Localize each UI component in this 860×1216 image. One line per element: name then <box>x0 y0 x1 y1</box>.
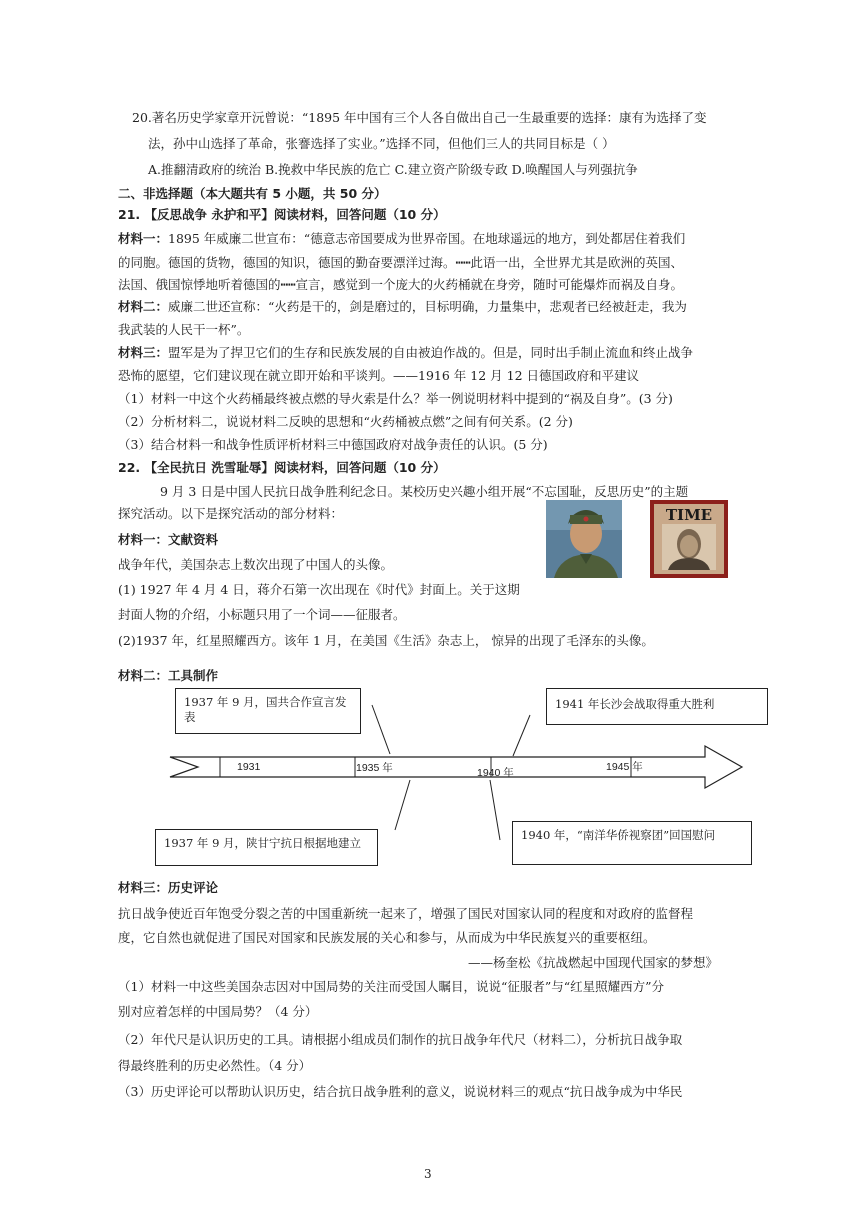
q22-intro-line2: 探究活动。以下是探究活动的部分材料： <box>118 506 344 521</box>
q22-title: 22. 【全民抗日 洗雪耻辱】阅读材料，回答问题（10 分） <box>118 460 446 475</box>
tick-label-1935: 1935 年 <box>356 762 393 774</box>
q22-subquestion-2-line1: （2）年代尺是认识历史的工具。请根据小组成员们制作的抗日战争年代尺（材料二），分析抗日战争取 <box>118 1032 683 1047</box>
q22-material3-line2: 度，它自然也就促进了国民对国家和民族发展的关心和参与，从而成为中华民族复兴的重要枢纽。 <box>118 930 656 945</box>
q22-material1-line1: 战争年代，美国杂志上数次出现了中国人的头像。 <box>118 557 394 572</box>
time-magazine-cover-photo <box>650 500 728 578</box>
connector-top-left <box>372 705 390 754</box>
q20-stem-line2: 法，孙中山选择了革命，张謇选择了实业。”选择不同，但他们三人的共同目标是（ ） <box>148 136 615 151</box>
connector-top-right <box>513 715 530 756</box>
tick-label-1945: 1945 年 <box>606 761 643 773</box>
q21-material3-line2: 恐怖的愿望，它们建议现在就立即开始和平谈判。——1916 年 12 月 12 日德国政府和平建议 <box>118 368 639 383</box>
q22-material1-line3: 封面人物的介绍，小标题只用了一个词——征服者。 <box>118 607 406 622</box>
q21-material3-label: 材料三： <box>118 345 169 360</box>
q20-stem-line1: 20.著名历史学家章开沅曾说：“1895 年中国有三个人各自做出自己一生最重要的选择：康有为选择了变 <box>132 110 707 125</box>
connector-bottom-left <box>395 780 410 830</box>
q22-material3-line1: 抗日战争使近百年饱受分裂之苦的中国重新统一起来了，增强了国民对国家认同的程度和对政府的监督程 <box>118 906 694 921</box>
q21-material3-line1: 材料三：盟军是为了捍卫它们的生存和民族发展的自由被迫作战的。但是，同时出手制止流血和终止战争 <box>118 345 694 360</box>
q21-material1-line1: 材料一：1895 年威廉二世宣布：“德意志帝国要成为世界帝国。在地球遥远的地方，到处都居住着我们 <box>118 231 686 246</box>
q21-subquestion-1: （1）材料一中这个火药桶最终被点燃的导火索是什么？举一例说明材料中提到的“祸及自身”。(3 分) <box>118 391 673 406</box>
timeline-box-overseas-chinese: 1940 年，“南洋华侨视察团”回国慰问 <box>512 821 752 865</box>
q22-subquestion-3-line1: （3）历史评论可以帮助认识历史，结合抗日战争胜利的意义，说说材料三的观点“抗日战争成为中华民 <box>118 1084 683 1099</box>
q22-subquestion-2-line2: 得最终胜利的历史必然性。（4 分） <box>118 1058 312 1073</box>
q21-material1-label: 材料一： <box>118 231 169 246</box>
page-number: 3 <box>424 1167 432 1181</box>
q22-material1-heading: 材料一：文献资料 <box>118 532 219 547</box>
tick-label-1940: 1940 年 <box>477 767 514 779</box>
q21-material1-line2: 的同胞。德国的货物，德国的知识，德国的勤奋要漂洋过海。┅┅此语一出，全世界尤其是欧洲的英国、 <box>118 255 684 270</box>
q21-subquestion-2: （2）分析材料二，说说材料二反映的思想和“火药桶被点燃”之间有何关系。(2 分) <box>118 414 573 429</box>
q20-options: A.推翻清政府的统治 B.挽救中华民族的危亡 C.建立资产阶级专政 D.唤醒国人与列强抗争 <box>148 162 638 177</box>
q22-intro-line1: 9 月 3 日是中国人民抗日战争胜利纪念日。某校历史兴趣小组开展“不忘国耻，反思历史”的主题 <box>160 484 689 499</box>
timeline-box-united-front: 1937 年 9 月，国共合作宣言发表 <box>175 688 361 734</box>
q22-material3-source: ——杨奎松《抗战燃起中国现代国家的梦想》 <box>468 955 719 970</box>
connector-bottom-right <box>490 780 500 840</box>
q22-material1-line4: (2)1937 年，红星照耀西方。该年 1 月，在美国《生活》杂志上， 惊异的出现了毛泽东的头像。 <box>118 633 654 648</box>
q22-subquestion-1-line1: （1）材料一中这些美国杂志因对中国局势的关注而受国人瞩目，说说“征服者”与“红星照耀西方”分 <box>118 979 665 994</box>
q22-material1-line2: (1) 1927 年 4 月 4 日，蒋介石第一次出现在《时代》封面上。关于这期 <box>118 582 520 597</box>
tick-label-1931: 1931 <box>237 761 261 773</box>
life-magazine-portrait-photo <box>546 500 622 578</box>
q21-material2-label: 材料二： <box>118 299 169 314</box>
q21-subquestion-3: （3）结合材料一和战争性质评析材料三中德国政府对战争责任的认识。(5 分) <box>118 437 548 452</box>
q22-subquestion-1-line2: 别对应着怎样的中国局势？（4 分） <box>118 1004 318 1019</box>
timeline-box-shaanganning: 1937 年 9 月，陕甘宁抗日根据地建立 <box>155 829 378 866</box>
q22-material2-heading: 材料二：工具制作 <box>118 668 219 683</box>
q21-material1-line3: 法国、俄国惊悸地听着德国的┅┅宣言，感觉到一个庞大的火药桶就在身旁，随时可能爆炸而祸及自身。 <box>118 277 684 292</box>
section-heading: 二、非选择题（本大题共有 5 小题，共 50 分） <box>118 186 387 201</box>
q21-title: 21. 【反思战争 永护和平】阅读材料，回答问题（10 分） <box>118 207 446 222</box>
q21-material2-line2: 我武装的人民干一杯”。 <box>118 322 250 337</box>
time-logo-text: TIME <box>665 506 713 524</box>
q22-material3-heading: 材料三：历史评论 <box>118 880 219 895</box>
timeline-box-changsha: 1941 年长沙会战取得重大胜利 <box>546 688 768 725</box>
q21-material2-line1: 材料二：威廉二世还宣称：“火药是干的，剑是磨过的，目标明确，力量集中，悲观者已经被赶走，我为 <box>118 299 687 314</box>
